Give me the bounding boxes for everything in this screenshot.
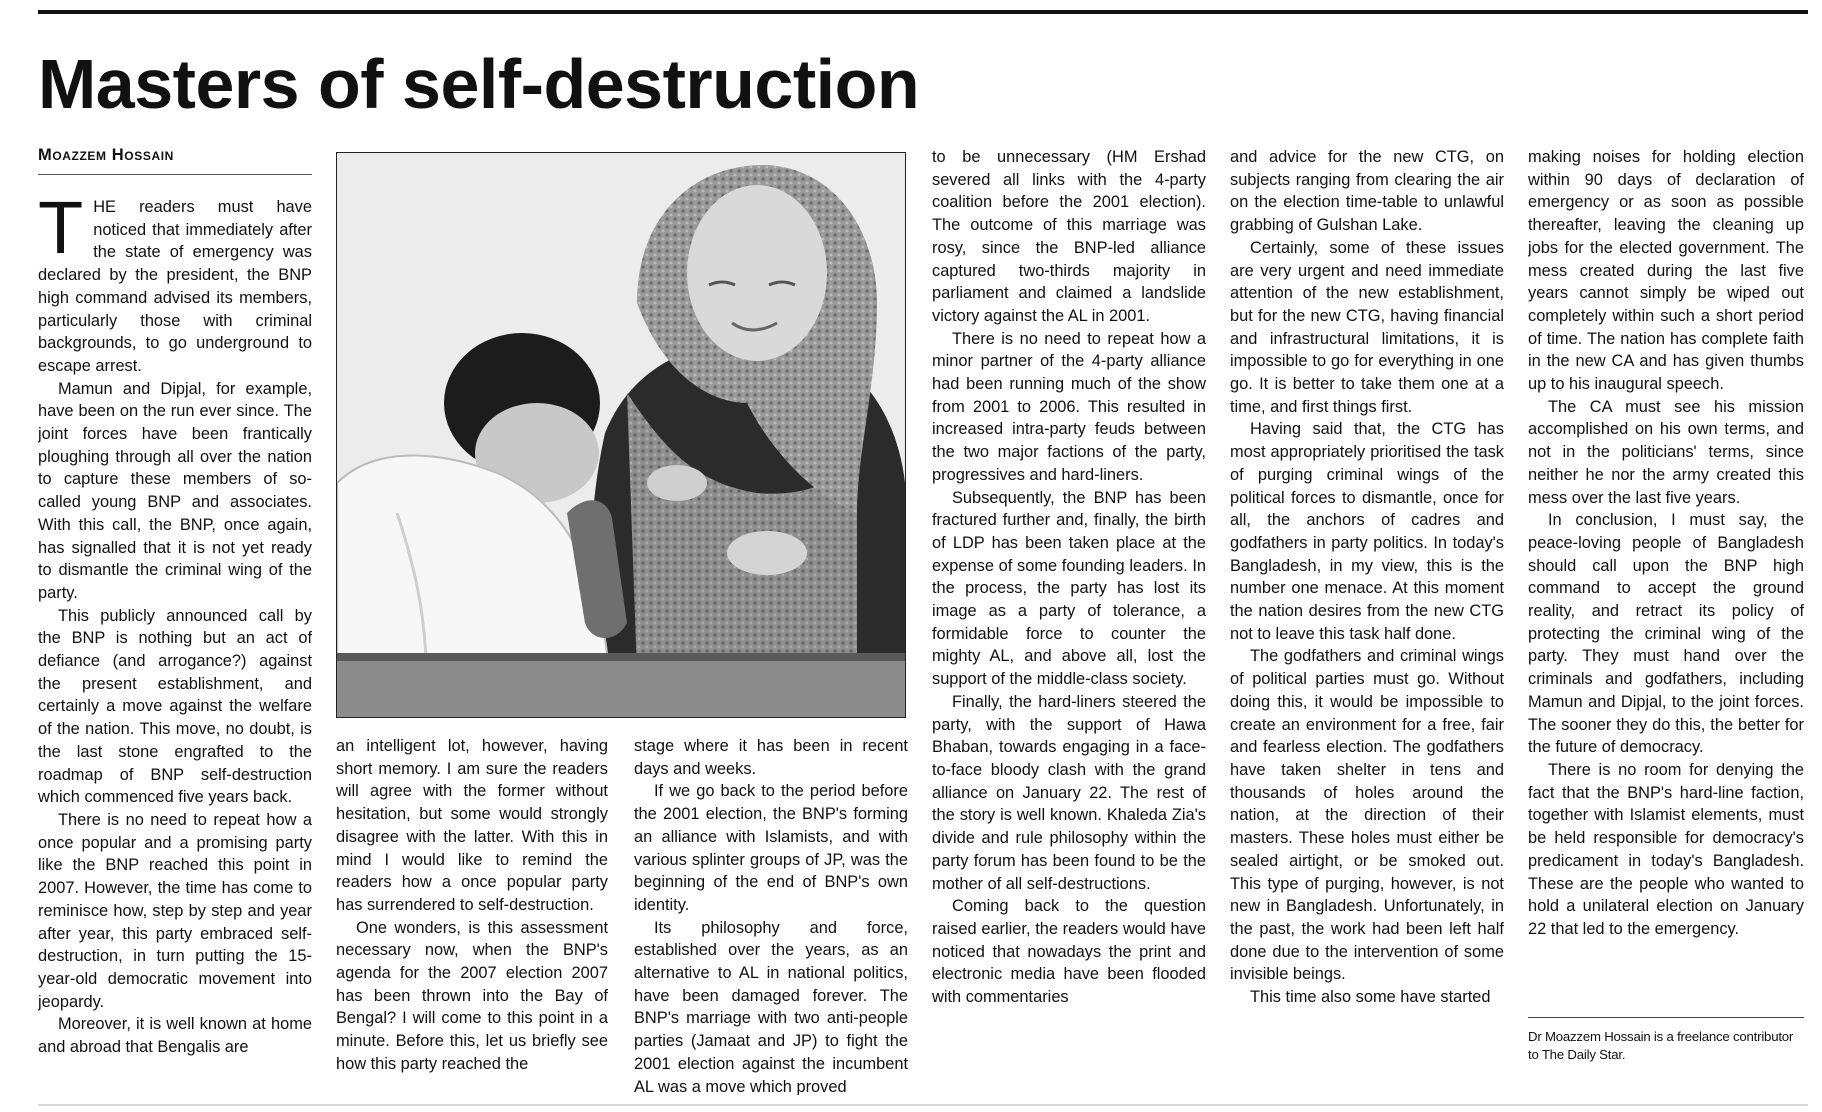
column-5-paragraph-1: and advice for the new CTG, on subjects ranging from clearing the air on the election time-table to unlawful grabbing of Gulshan Lake. [1230, 148, 1504, 235]
article-column-6 [1528, 146, 1804, 1016]
column-1-paragraph-2: Mamun and Dipjal, for example, have been on the run ever since. The joint forces have been frantically ploughing through all over the nation to capture these members of so-called young BNP and associates. With this call, the BNP, once again, has signalled that it is not yet ready to dismantle the criminal wing of the party. [38, 379, 312, 602]
article-photo [336, 152, 906, 718]
article-column-4 [932, 146, 1206, 1091]
column-4-paragraph-2: There is no need to repeat how a minor partner of the 4-party alliance had been running much of the show from 2001 to 2006. This resulted in increased intra-party feuds between the two major factions of the party, progressives and hard-liners. [932, 329, 1206, 484]
footnote-divider [1528, 1017, 1804, 1018]
column-4-paragraph-3: Subsequently, the BNP has been fractured further and, finally, the birth of LDP has been taken place at the expense of some founding leaders. In the process, the party has lost its image as a party of tolerance, a formidable force to counter the mighty AL, and above all, lost the support of the middle-class society. [932, 488, 1206, 689]
column-6-paragraph-3: In conclusion, I must say, the peace-loving people of Bangladesh should call upon the BNP high command to accept the ground reality, and retract its policy of protecting the criminal wing of the party. They must hand over the criminals and godfathers, including Mamun and Dipjal, to the joint forces. The sooner they do this, the better for the future of democracy. [1528, 511, 1804, 757]
column-6-paragraph-1: making noises for holding election within 90 days of declaration of emergency or as soon as possible thereafter, leaving the cleaning up jobs for the elected government. The mess created during the last five years cannot simply be wiped out completely within such a short period of time. The nation has complete faith in the new CA and has given thumbs up to his inaugural speech. [1528, 148, 1804, 394]
bottom-rule [38, 1104, 1808, 1106]
column-1-paragraph-3: This publicly announced call by the BNP is nothing but an act of defiance (and arrogance?) against the present establishment, and certainly a move against the welfare of the nation. This move, no doubt, is the last stone engrafted to the roadmap of BNP self-destruction which commenced five years back. [38, 606, 312, 807]
photo-illustration [337, 153, 905, 717]
column-3-paragraph-3: Its philosophy and force, established over the years, as an alternative to AL in national politics, have been damaged forever. The BNP's marriage with two anti-people parties (Jamaat and JP) to fight the 2001 election against the incumbent AL was a move which proved [634, 918, 908, 1095]
column-2-paragraph-1: an intelligent lot, however, having short memory. I am sure the readers will agree with the former without hesitation, but some would strongly disagree with the latter. With this in mind I would like to remind the readers how a once popular party has surrendered to self-destruction. [336, 737, 608, 914]
column-3-paragraph-1: stage where it has been in recent days and weeks. [634, 737, 908, 778]
column-5-paragraph-5: This time also some have started [1250, 988, 1491, 1007]
column-1-paragraph-4: There is no need to repeat how a once popular and a promising party like the BNP reached this point in 2007. However, the time has come to reminisce how, step by step and year after year, this party embraced self-destruction, in turn putting the 15-year-old democratic movement into jeopardy. [38, 810, 312, 1011]
author-byline: Moazzem Hossain [38, 146, 312, 175]
column-4-paragraph-5: Coming back to the question raised earlier, the readers would have noticed that nowadays the print and electronic media have been flooded with commentaries [932, 897, 1206, 1007]
top-rule [38, 10, 1808, 14]
column-1-paragraph-1-text: HE readers must have noticed that immediately after the state of emergency was declared by the president, the BNP high command advised its members, particularly those with criminal backgrounds, to go underground to escape arrest. [38, 198, 312, 375]
drop-cap: T [38, 196, 84, 269]
column-5-paragraph-2: Certainly, some of these issues are very urgent and need immediate attention of the new establishment, but for the new CTG, having financial and infrastructural limitations, it is impossible to go for everything in one go. It is better to take them one at a time, and first things first. [1230, 238, 1504, 416]
page-title: Masters of self-destruction [38, 45, 920, 123]
column-4-paragraph-4: Finally, the hard-liners steered the party, with the support of Hawa Bhaban, towards engaging in a face-to-face bloody clash with the grand alliance on January 22. The rest of the story is well known. Khaleda Zia's divide and rule philosophy within the party forum has been found to be the mother of all self-destructions. [932, 692, 1206, 893]
column-6-paragraph-4: There is no room for denying the fact that the BNP's hard-line faction, together with Islamist elements, must be held responsible for democracy's predicament in today's Bangladesh. These are the people who wanted to hold a unilateral election on January 22 that led to the emergency. [1528, 760, 1804, 938]
column-1-paragraph-1 [38, 196, 312, 378]
article-column-2 [336, 735, 608, 1095]
author-footnote: Dr Moazzem Hossain is a freelance contributor to The Daily Star. [1528, 1029, 1794, 1062]
woman-face-shape [687, 185, 827, 361]
article-column-5 [1230, 146, 1504, 1091]
article-column-1 [38, 196, 312, 1088]
column-6-paragraph-2: The CA must see his mission accomplished on his own terms, and not in the politicians' terms, since neither he nor the army created this mess over the last five years. [1528, 397, 1804, 507]
column-3-paragraph-2: If we go back to the period before the 2001 election, the BNP's forming an alliance with Islamists, and with various splinter groups of JP, was the beginning of the end of BNP's own identity. [634, 782, 908, 914]
desk-shape [337, 653, 905, 717]
column-5-paragraph-3: Having said that, the CTG has most appropriately prioritised the task of purging criminal wings of the political forces to dismantle, once for all, the anchors of cadres and godfathers in party politics. In today's Bangladesh, in my view, this is the number one menace. At this moment the nation desires from the new CTG not to leave this task half done. [1230, 420, 1504, 643]
column-2-paragraph-2: One wonders, is this assessment necessary now, when the BNP's agenda for the 2007 election 2007 has been thrown into the Bay of Bengal? I will come to this point in a minute. Before this, let us briefly see how this party reached the [336, 918, 608, 1073]
article-column-3 [634, 735, 908, 1095]
column-4-paragraph-1: to be unnecessary (HM Ershad severed all links with the 4-party coalition before the 2001 election). The outcome of this marriage was rosy, since the BNP-led alliance captured two-thirds majority in parliament and claimed a landslide victory against the AL in 2001. [932, 148, 1206, 325]
column-5-paragraph-4: The godfathers and criminal wings of political parties must go. Without doing this, it would be impossible to create an environment for a free, fair and fearless election. The godfathers have taken shelter in tens and thousands of holes around the nation, at the direction of their masters. These holes must either be sealed airtight, or be smoked out. This type of purging, however, is not new in Bangladesh. Unfortunately, in the past, the work had been left half done due to the intervention of some invisible beings. [1230, 647, 1504, 984]
column-1-paragraph-5: Moreover, it is well known at home and abroad that Bengalis are [38, 1015, 312, 1057]
